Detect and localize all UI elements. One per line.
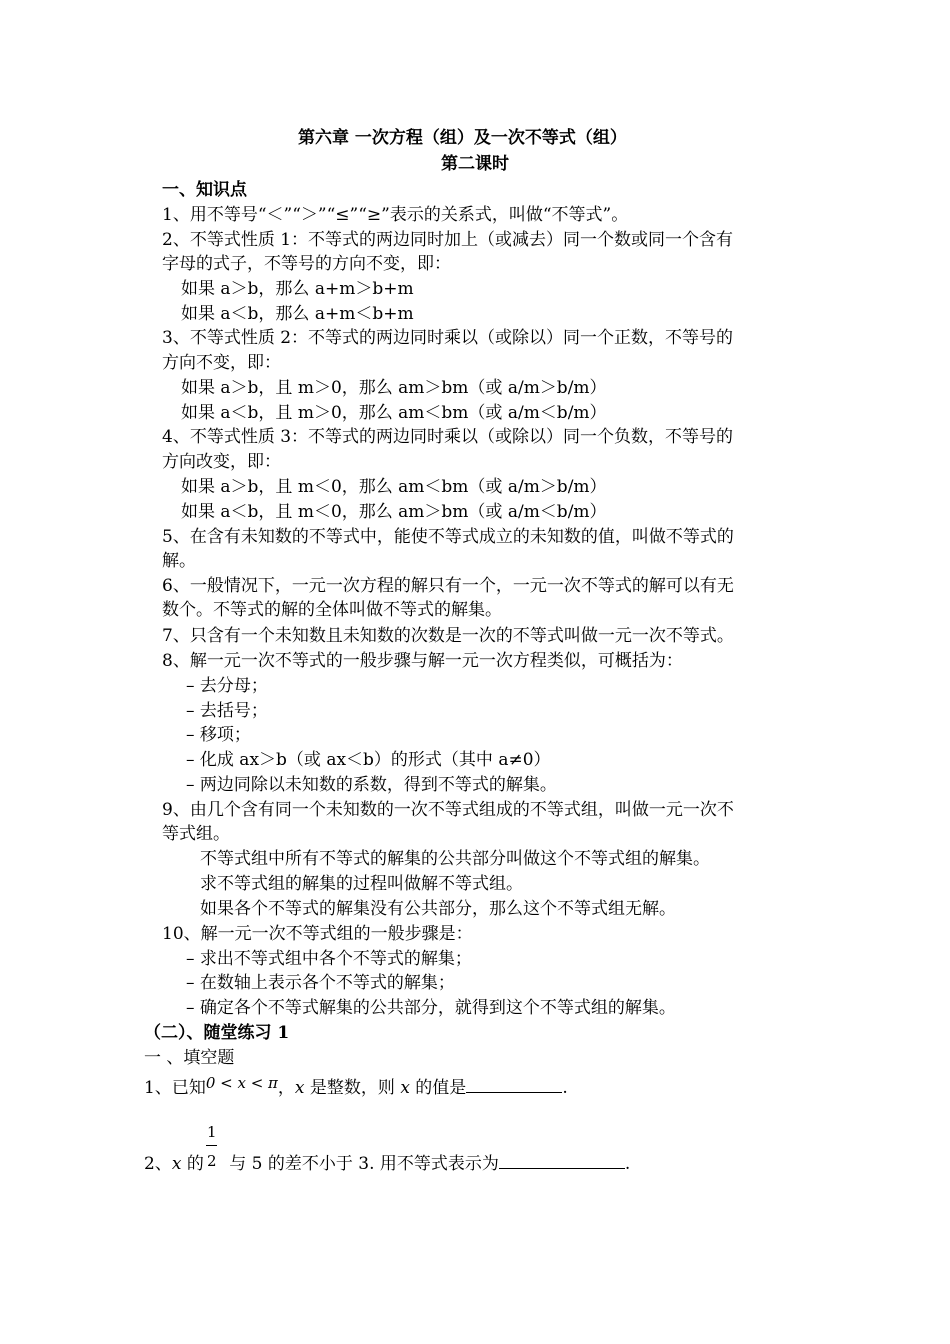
item-3-line1: 3、不等式性质 2：不等式的两边同时乘以（或除以）同一个正数，不等号的 (162, 328, 734, 348)
item-8-step5: – 两边同除以未知数的系数，得到不等式的解集。 (186, 775, 557, 795)
item-8-step1: – 去分母； (186, 676, 268, 696)
item-2-line2: 字母的式子，不等号的方向不变，即： (162, 254, 451, 274)
item-6-line1: 6、一般情况下，一元一次方程的解只有一个，一元一次不等式的解可以有无 (162, 576, 734, 596)
item-4-example2: 如果 a＜b，且 m＜0，那么 am＞bm（或 a/m＜b/m） (181, 502, 607, 522)
item-3-example2: 如果 a＜b，且 m＞0，那么 am＜bm（或 a/m＜b/m） (181, 403, 607, 423)
item-8-step2: – 去括号； (186, 701, 268, 721)
question-1-var: x (294, 1078, 305, 1098)
item-5-line1: 5、在含有未知数的不等式中，能使不等式成立的未知数的值，叫做不等式的 (162, 527, 734, 547)
question-2-answer-blank[interactable] (499, 1154, 625, 1169)
item-2-example1: 如果 a＞b，那么 a+m＞b+m (181, 279, 414, 299)
section-heading-knowledge: 一、知识点 (162, 180, 247, 200)
subsection-fill-blank: 一 、填空题 (144, 1048, 235, 1068)
item-9-note2: 求不等式组的解集的过程叫做解不等式组。 (200, 874, 523, 894)
item-8-step3: – 移项； (186, 725, 251, 745)
question-2 (144, 1154, 630, 1174)
item-4-example1: 如果 a＞b，且 m＜0，那么 am＜bm（或 a/m＞b/m） (181, 477, 607, 497)
item-9-note1: 不等式组中所有不等式的解集的公共部分叫做这个不等式组的解集。 (200, 849, 710, 869)
item-10-step3: – 确定各个不等式解集的公共部分，就得到这个不等式组的解集。 (186, 998, 676, 1018)
question-1-math: 0 < x < π (205, 1074, 278, 1092)
page-title: 第六章 一次方程（组）及一次不等式（组） (298, 128, 627, 148)
item-9-note3: 如果各个不等式的解集没有公共部分，那么这个不等式组无解。 (200, 899, 676, 919)
question-2-var: x (171, 1154, 182, 1174)
item-10: 10、解一元一次不等式组的一般步骤是： (162, 924, 473, 944)
item-10-step1: – 求出不等式组中各个不等式的解集； (186, 949, 472, 969)
question-2-prefix: 2、 (144, 1154, 172, 1174)
item-1: 1、用不等号“＜”“＞”“≤”“≥”表示的关系式，叫做“不等式”。 (162, 205, 629, 225)
question-1-prefix: 1、已知 (144, 1078, 206, 1098)
question-2-post: 与 5 的差不小于 3. 用不等式表示为 (223, 1154, 499, 1174)
item-4-line2: 方向改变，即： (162, 452, 281, 472)
item-3-line2: 方向不变，即： (162, 353, 281, 373)
question-1-var2: x (400, 1078, 410, 1098)
fraction-bar (206, 1145, 217, 1146)
item-9-line2: 等式组。 (162, 824, 230, 844)
question-1-answer-blank[interactable] (466, 1078, 562, 1093)
page-subtitle: 第二课时 (441, 154, 509, 174)
question-2-mid: 的 (181, 1154, 204, 1174)
item-5-line2: 解。 (162, 551, 196, 571)
item-7: 7、只含有一个未知数且未知数的次数是一次的不等式叫做一元一次不等式。 (162, 626, 734, 646)
item-8: 8、解一元一次不等式的一般步骤与解一元一次方程类似，可概括为： (162, 651, 683, 671)
item-2-example2: 如果 a＜b，那么 a+m＜b+m (181, 304, 414, 324)
section-heading-practice: （二）、随堂练习 1 (144, 1023, 290, 1043)
item-9-line1: 9、由几个含有同一个未知数的一次不等式组成的不等式组，叫做一元一次不 (162, 800, 734, 820)
item-10-step2: – 在数轴上表示各个不等式的解集； (186, 973, 455, 993)
question-1-post: 的值是 (409, 1078, 467, 1098)
question-1 (144, 1074, 568, 1098)
fraction-denominator: 2 (207, 1152, 217, 1170)
question-1-comma: ， (277, 1078, 295, 1098)
question-1-mid: 是整数，则 (304, 1078, 401, 1098)
item-6-line2: 数个。不等式的解的全体叫做不等式的解集。 (162, 600, 502, 620)
question-1-end: . (562, 1078, 568, 1098)
item-3-example1: 如果 a＞b，且 m＞0，那么 am＞bm（或 a/m＞b/m） (181, 378, 607, 398)
question-2-end: . (624, 1154, 631, 1174)
fraction-numerator: 1 (207, 1123, 217, 1141)
item-2-line1: 2、不等式性质 1：不等式的两边同时加上（或减去）同一个数或同一个含有 (162, 230, 734, 250)
item-4-line1: 4、不等式性质 3：不等式的两边同时乘以（或除以）同一个负数，不等号的 (162, 427, 734, 447)
item-8-step4: – 化成 ax＞b（或 ax＜b）的形式（其中 a≠0） (186, 750, 551, 770)
